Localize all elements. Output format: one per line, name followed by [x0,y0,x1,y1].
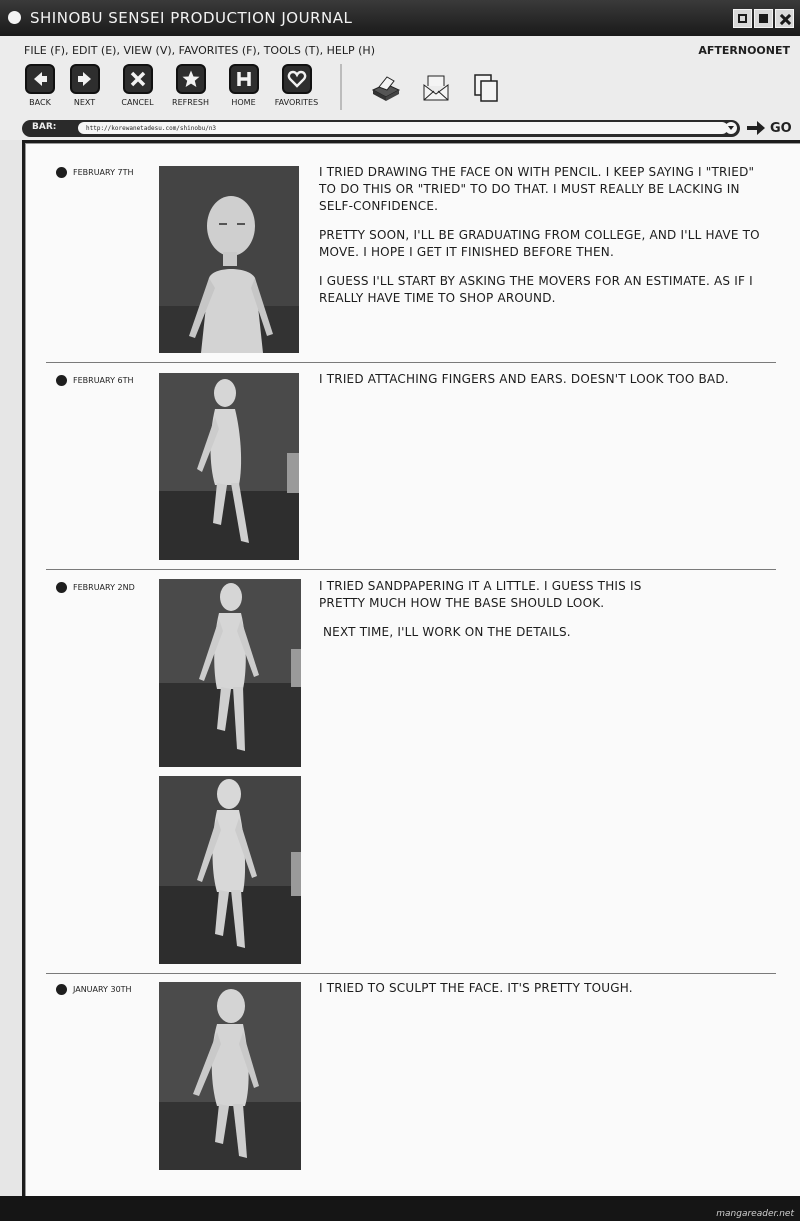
entry-text [319,164,769,307]
go-label: GO [770,120,792,136]
bullet-icon [56,984,67,995]
journal-page [25,143,800,1196]
refresh-label: REFRESH [172,98,209,107]
entry-paragraph: I TRIED SANDPAPERING IT A LITTLE. I GUESS THIS IS PRETTY MUCH HOW THE BASE SHOULD LOOK. [319,579,642,610]
figure-photo [159,166,299,353]
close-icon [780,14,789,23]
figure-photo [159,579,301,767]
browser-chrome [0,36,800,140]
back-arrow-icon [25,64,55,94]
maximize-icon [759,14,768,23]
cancel-button[interactable] [111,64,164,116]
bullet-icon [56,375,67,386]
copy-icon[interactable] [470,72,502,104]
figure-photo [159,776,301,964]
entry-paragraph: I TRIED ATTACHING FINGERS AND EARS. DOESN'T LOOK TOO BAD. [319,372,729,386]
entry-date [56,375,134,386]
entry-text [319,371,769,388]
entry-paragraph: I TRIED TO SCULPT THE FACE. IT'S PRETTY TOUGH. [319,981,633,995]
entry-paragraph: NEXT TIME, I'LL WORK ON THE DETAILS. [323,625,571,639]
menu-bar[interactable]: FILE (F), EDIT (E), VIEW (V), FAVORITES (F), TOOLS (T), HELP (H) [24,44,375,57]
mail-icon[interactable] [420,72,452,104]
address-label: BAR: [32,122,57,132]
next-button[interactable] [58,64,111,116]
window-icon [8,11,21,24]
window-frame-left [0,140,22,1205]
print-icon[interactable] [370,72,402,104]
cancel-label: CANCEL [121,98,154,107]
figure-photo [159,982,301,1170]
entry-divider [46,362,776,363]
home-button[interactable] [217,64,270,116]
go-arrow-icon [746,120,766,136]
title-bar [0,0,800,36]
entry-date [56,984,132,995]
toolbar [22,64,323,116]
figure-photo [159,373,299,560]
watermark-text: mangareader.net [716,1209,794,1219]
date-label: FEBRUARY 2ND [73,583,135,592]
extra-tools [370,72,502,104]
next-label: NEXT [73,98,96,107]
entry-paragraph: I GUESS I'LL START BY ASKING THE MOVERS FOR AN ESTIMATE. AS IF I REALLY HAVE TIME TO SHOP AROUND. [319,274,753,305]
go-button[interactable] [746,120,792,136]
window-controls [733,9,794,28]
minimize-button[interactable] [733,9,752,28]
entry-divider [46,973,776,974]
favorites-button[interactable] [270,64,323,116]
next-arrow-icon [70,64,100,94]
back-label: BACK [29,98,51,107]
brand-label: AFTERNOONET [698,44,790,57]
heart-icon [282,64,312,94]
cancel-x-icon [123,64,153,94]
address-bar [22,120,740,137]
dropdown-chevron-icon[interactable] [725,122,737,134]
entry-date [56,582,135,593]
favorites-label: FAVORITES [274,98,319,107]
home-label: HOME [231,98,256,107]
entry-date [56,167,134,178]
date-label: FEBRUARY 6TH [73,376,134,385]
window-title: SHINOBU SENSEI PRODUCTION JOURNAL [30,9,353,27]
entry-paragraph: I TRIED DRAWING THE FACE ON WITH PENCIL. I KEEP SAYING I "TRIED" TO DO THIS OR "TRIED" TO DO THAT. I MUST REALLY BE LACKING IN SELF-CONFIDENCE. [319,165,755,213]
refresh-button[interactable] [164,64,217,116]
entry-paragraph: PRETTY SOON, I'LL BE GRADUATING FROM COLLEGE, AND I'LL HAVE TO MOVE. I HOPE I GET IT FINISHED BEFORE THEN. [319,228,760,259]
date-label: FEBRUARY 7TH [73,168,134,177]
entry-divider [46,569,776,570]
home-h-icon [229,64,259,94]
back-button[interactable] [22,64,58,116]
url-input[interactable] [78,122,728,134]
entry-text [319,980,769,997]
refresh-star-icon [176,64,206,94]
bullet-icon [56,582,67,593]
date-label: JANUARY 30TH [73,985,132,994]
toolbar-separator [340,64,342,110]
window-frame-bottom [0,1196,800,1221]
bullet-icon [56,167,67,178]
close-button[interactable] [775,9,794,28]
maximize-button[interactable] [754,9,773,28]
entry-text [319,578,769,641]
minimize-icon [738,14,747,23]
